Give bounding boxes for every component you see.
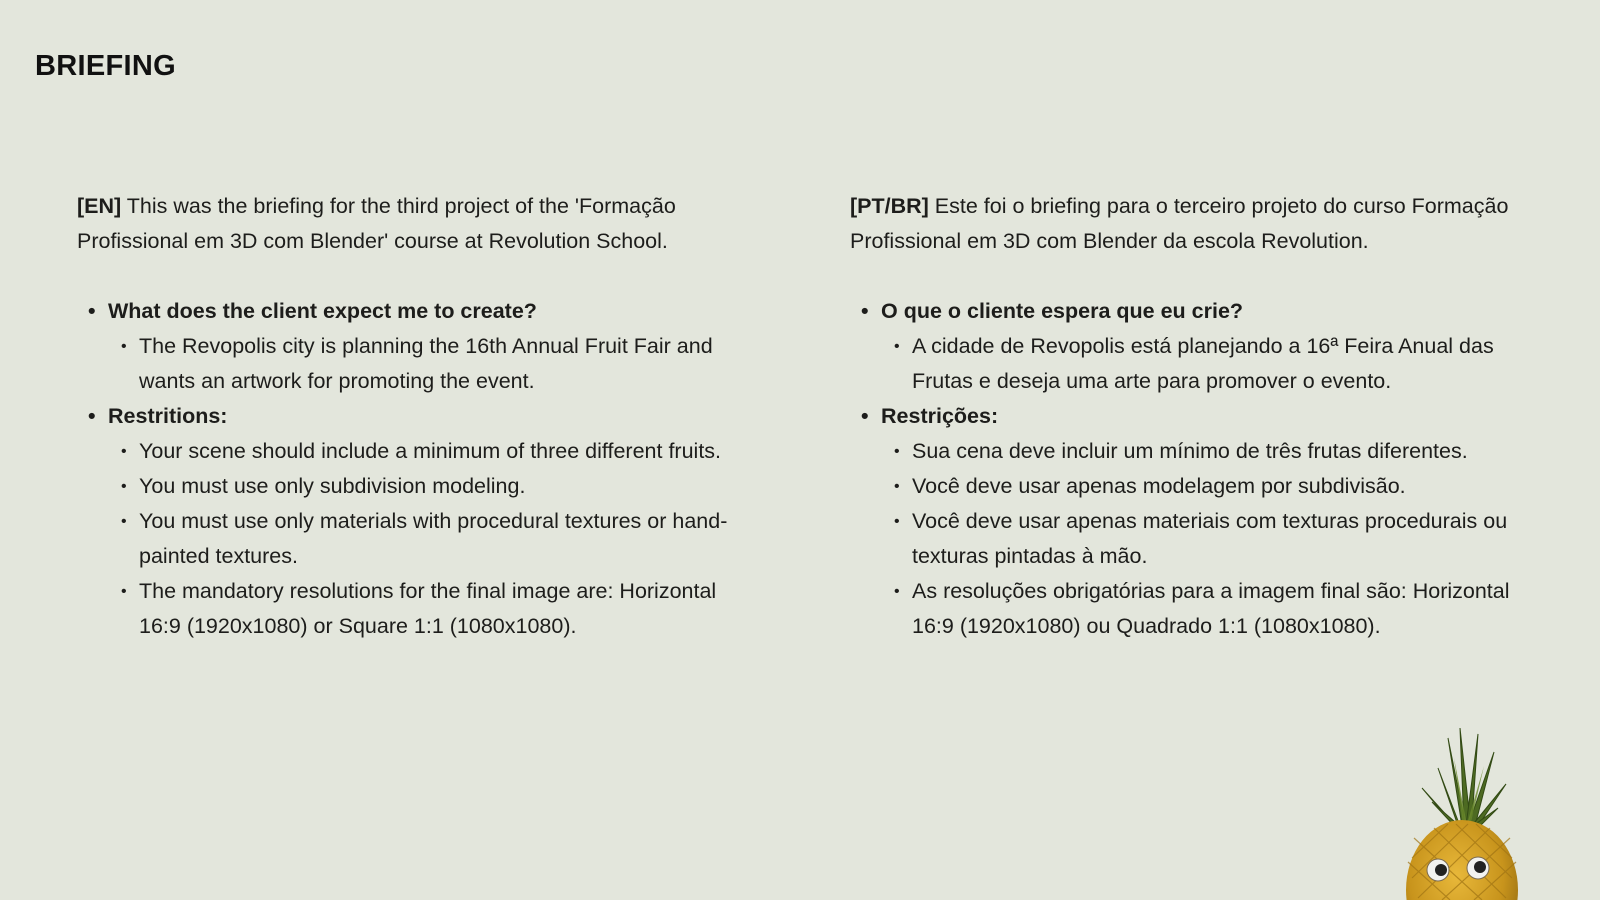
- briefing-english-column: [77, 189, 757, 644]
- intro-paragraph-pt: [850, 189, 1510, 259]
- intro-text-pt: Este foi o briefing para o terceiro projeto do curso Formação Profissional em 3D com Blender da escola Revolution.: [850, 194, 1509, 253]
- sub-list: [108, 434, 757, 644]
- section-heading: • Restritions:: [108, 404, 228, 428]
- intro-paragraph-en: [77, 189, 757, 259]
- section-heading: • O que o cliente espera que eu crie?: [881, 299, 1244, 323]
- section-client-expectation-en: [77, 294, 757, 399]
- language-tag-pt: [PT/BR]: [850, 194, 929, 218]
- list-item: • As resoluções obrigatórias para a imagem final são: Horizontal 16:9 (1920x1080) ou Quadrado 1:1 (1080x1080).: [881, 574, 1510, 644]
- pineapple-character-icon: [1398, 728, 1526, 900]
- language-tag-en: [EN]: [77, 194, 122, 218]
- list-item: • The Revopolis city is planning the 16th Annual Fruit Fair and wants an artwork for promoting the event.: [108, 329, 757, 399]
- list-item: • Você deve usar apenas modelagem por subdivisão.: [881, 469, 1510, 504]
- section-list-en: [77, 294, 757, 644]
- pineapple-body: [1406, 820, 1518, 900]
- section-client-expectation-pt: [850, 294, 1510, 399]
- intro-text-en: This was the briefing for the third project of the 'Formação Profissional em 3D com Blender' course at Revolution School.: [77, 194, 676, 253]
- section-heading: • What does the client expect me to create?: [108, 299, 537, 323]
- list-item: • You must use only materials with procedural textures or hand-painted textures.: [108, 504, 757, 574]
- sub-list: [108, 329, 757, 399]
- list-item: • A cidade de Revopolis está planejando a 16ª Feira Anual das Frutas e deseja uma arte para promover o evento.: [881, 329, 1510, 399]
- section-restrictions-en: [77, 399, 757, 644]
- section-heading: • Restrições:: [881, 404, 999, 428]
- list-item: • Você deve usar apenas materiais com texturas procedurais ou texturas pintadas à mão.: [881, 504, 1510, 574]
- sub-list: [881, 434, 1510, 644]
- briefing-portuguese-column: [850, 189, 1510, 644]
- list-item: • You must use only subdivision modeling.: [108, 469, 757, 504]
- section-restrictions-pt: [850, 399, 1510, 644]
- section-list-pt: [850, 294, 1510, 644]
- list-item: • The mandatory resolutions for the final image are: Horizontal 16:9 (1920x1080) or Square 1:1 (1080x1080).: [108, 574, 757, 644]
- page-title: BRIEFING: [35, 50, 176, 82]
- sub-list: [881, 329, 1510, 399]
- list-item: • Your scene should include a minimum of three different fruits.: [108, 434, 757, 469]
- list-item: • Sua cena deve incluir um mínimo de três frutas diferentes.: [881, 434, 1510, 469]
